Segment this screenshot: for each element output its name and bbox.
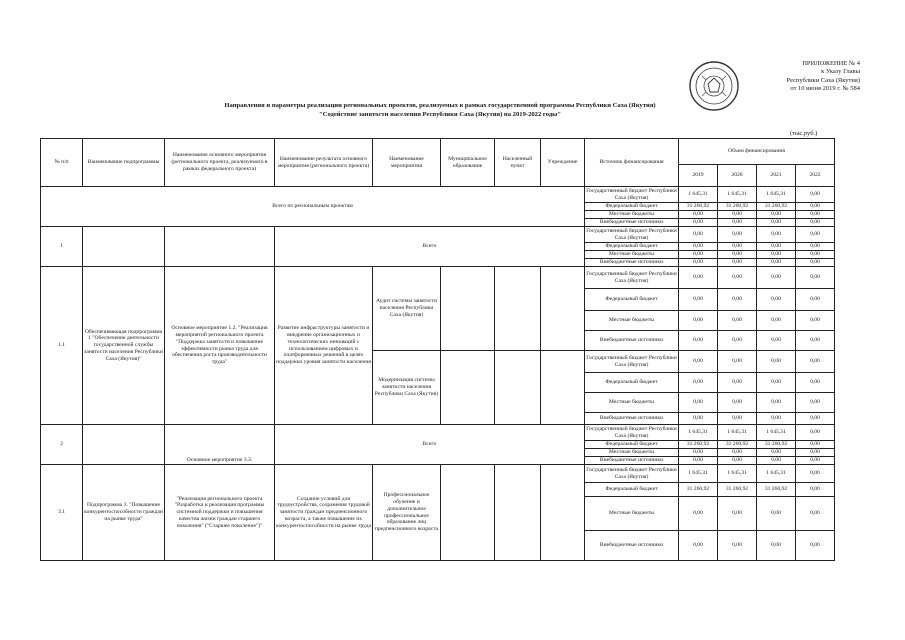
value-cell: 0,00 — [796, 219, 835, 227]
header-year: 2020 — [718, 165, 757, 187]
institution-cell — [541, 351, 585, 425]
header-subprogram: Наименование подпрограммы — [83, 139, 165, 187]
institution-cell — [541, 267, 585, 351]
value-cell: 31 260,92 — [718, 441, 757, 449]
value-cell: 0,00 — [718, 243, 757, 251]
value-cell: 0,00 — [757, 259, 796, 267]
value-cell: 0,00 — [679, 267, 718, 289]
block1-total-label: Всего — [275, 227, 585, 267]
table-row — [41, 425, 835, 441]
value-cell: 0,00 — [718, 227, 757, 243]
municipality-cell — [441, 465, 495, 561]
value-cell: 1 645,31 — [757, 425, 796, 441]
value-cell: 0,00 — [679, 211, 718, 219]
value-cell: 1 645,31 — [757, 187, 796, 203]
block2-total-label: Всего — [275, 425, 585, 465]
value-cell: 0,00 — [718, 267, 757, 289]
value-cell: 0,00 — [757, 373, 796, 393]
value-cell: 0,00 — [796, 311, 835, 331]
value-cell: 0,00 — [757, 497, 796, 531]
value-cell: 0,00 — [796, 457, 835, 465]
value-cell: 1 645,31 — [679, 465, 718, 483]
source-federal: Федеральный бюджет — [585, 483, 679, 497]
value-cell: 1 645,31 — [679, 425, 718, 441]
source-local: Местные бюджеты — [585, 449, 679, 457]
source-extra: Внебюджетные источники — [585, 413, 679, 425]
appendix-text — [740, 60, 860, 93]
appendix-line: к Указу Главы — [821, 68, 860, 76]
value-cell: 0,00 — [757, 243, 796, 251]
value-cell: 1 645,31 — [718, 187, 757, 203]
value-cell: 0,00 — [796, 289, 835, 311]
value-cell: 0,00 — [796, 331, 835, 351]
value-cell: 0,00 — [796, 449, 835, 457]
value-cell: 0,00 — [718, 211, 757, 219]
source-state: Государственный бюджет Республики Саха (Якутия) — [586, 227, 677, 241]
header-num: № п/п — [41, 139, 83, 187]
value-cell: 0,00 — [718, 413, 757, 425]
value-cell: 0,00 — [679, 243, 718, 251]
table-row — [41, 465, 835, 483]
value-cell: 0,00 — [679, 351, 718, 373]
source-extra: Внебюджетные источники — [585, 457, 679, 465]
value-cell: 0,00 — [718, 219, 757, 227]
value-cell: 0,00 — [796, 465, 835, 483]
value-cell: 0,00 — [679, 311, 718, 331]
main-event-cell: Основное мероприятие 1.2. "Реализация мероприятий регионального проекта "Поддержка занятости и повышение эффективности рынка труда для обеспечения роста производительности труда" — [165, 267, 275, 425]
value-cell: 0,00 — [796, 413, 835, 425]
total-label: Всего по региональным проектам — [41, 187, 585, 227]
value-cell: 0,00 — [796, 187, 835, 203]
header-event: Наименование мероприятия — [373, 139, 441, 187]
source-federal: Федеральный бюджет — [585, 243, 679, 251]
value-cell: 31 260,92 — [679, 203, 718, 211]
subprogram-cell — [83, 425, 165, 465]
source-state: Государственный бюджет Республики Саха (Якутия) — [586, 425, 677, 439]
value-cell: 0,00 — [679, 449, 718, 457]
source-extra: Внебюджетные источники — [585, 331, 679, 351]
main-event-cell: Основное мероприятие 3.3. — [165, 425, 275, 465]
value-cell: 0,00 — [796, 203, 835, 211]
event-cell: Аудит системы занятости населения Республики Саха (Якутия) — [373, 267, 441, 351]
value-cell: 0,00 — [718, 311, 757, 331]
table-row — [41, 227, 835, 243]
subprogram-cell: Обеспечивающая подпрограмма 1 "Обеспечение деятельности государственной службы занятости населения Республики Саха (Якутия)" — [83, 267, 165, 425]
value-cell: 31 260,92 — [757, 483, 796, 497]
value-cell: 0,00 — [796, 211, 835, 219]
table-row — [41, 187, 835, 203]
value-cell: 0,00 — [757, 267, 796, 289]
value-cell: 0,00 — [679, 393, 718, 413]
value-cell: 0,00 — [796, 227, 835, 243]
value-cell: 31 260,92 — [718, 203, 757, 211]
value-cell: 0,00 — [718, 373, 757, 393]
value-cell: 0,00 — [679, 331, 718, 351]
source-local: Местные бюджеты — [585, 393, 679, 413]
source-federal: Федеральный бюджет — [585, 373, 679, 393]
result-cell: Создание условий для трудоустройства, сохранения трудовой занятости граждан предпенсионного возраста, а также повышение их конкурентоспособности на рынке труда — [275, 465, 373, 561]
header-settlement: Населенный пункт — [495, 139, 541, 187]
row-num: 1.1 — [41, 267, 83, 425]
value-cell: 0,00 — [796, 259, 835, 267]
appendix-line: ПРИЛОЖЕНИЕ № 4 — [802, 60, 860, 67]
header-institution: Учреждение — [541, 139, 585, 187]
value-cell: 0,00 — [796, 441, 835, 449]
table-row — [41, 267, 835, 289]
main-event-cell: "Реализация регионального проекта "Разработка и реализация программы системной поддержки и повышения качества жизни граждан старшего поколения" ("Старшее поколение")" — [165, 465, 275, 561]
value-cell: 0,00 — [796, 531, 835, 561]
municipality-cell — [441, 267, 495, 351]
value-cell: 0,00 — [679, 259, 718, 267]
row-num: 3.1 — [41, 465, 83, 561]
value-cell: 0,00 — [757, 393, 796, 413]
event-cell: Профессиональное обучение и дополнительное профессиональное образование лиц предпенсионного возраста — [373, 465, 441, 561]
value-cell: 0,00 — [757, 219, 796, 227]
appendix-line: Республики Саха (Якутия) — [786, 76, 860, 84]
value-cell: 0,00 — [718, 457, 757, 465]
source-federal: Федеральный бюджет — [585, 289, 679, 311]
value-cell: 0,00 — [718, 259, 757, 267]
value-cell: 0,00 — [796, 393, 835, 413]
value-cell: 0,00 — [718, 449, 757, 457]
value-cell: 0,00 — [679, 289, 718, 311]
settlement-cell — [495, 267, 541, 351]
main-event-cell — [165, 227, 275, 267]
value-cell: 0,00 — [796, 373, 835, 393]
value-cell: 0,00 — [796, 351, 835, 373]
value-cell: 31 260,92 — [757, 203, 796, 211]
row-num: 1 — [41, 227, 83, 267]
value-cell: 0,00 — [718, 331, 757, 351]
settlement-cell — [495, 351, 541, 425]
value-cell: 31 260,92 — [679, 441, 718, 449]
source-local: Местные бюджеты — [585, 497, 679, 531]
source-local: Местные бюджеты — [585, 311, 679, 331]
source-state: Государственный бюджет Республики Саха (Якутия) — [586, 187, 677, 201]
value-cell: 0,00 — [679, 227, 718, 243]
title-line-2: "Содействие занятости населения Республики Саха (Якутия) на 2019-2022 годы" — [319, 110, 561, 118]
value-cell: 31 260,92 — [757, 441, 796, 449]
source-federal: Федеральный бюджет — [585, 441, 679, 449]
value-cell: 1 645,31 — [718, 465, 757, 483]
row-num: 2 — [41, 425, 83, 465]
settlement-cell — [495, 465, 541, 561]
value-cell: 0,00 — [757, 227, 796, 243]
source-extra: Внебюджетные источники — [585, 531, 679, 561]
value-cell: 0,00 — [718, 351, 757, 373]
value-cell: 0,00 — [679, 219, 718, 227]
value-cell: 0,00 — [679, 497, 718, 531]
value-cell: 0,00 — [757, 531, 796, 561]
source-federal: Федеральный бюджет — [585, 203, 679, 211]
header-volume: Объем финансирования — [679, 139, 835, 165]
units-label: (тыс.руб.) — [790, 130, 818, 137]
title-line-1: Направления и параметры реализации региональных проектов, реализуемых в рамках государственной программы Республики Саха (Якутия) — [224, 102, 656, 109]
source-extra: Внебюджетные источники — [585, 259, 679, 267]
value-cell: 0,00 — [757, 413, 796, 425]
institution-cell — [541, 465, 585, 561]
header-year: 2019 — [679, 165, 718, 187]
header-result: Наименование результата основного мероприятия (регионального проекта) — [275, 139, 373, 187]
source-state: Государственный бюджет Республики Саха (Якутия) — [585, 351, 679, 373]
value-cell: 0,00 — [796, 483, 835, 497]
subprogram-cell — [83, 227, 165, 267]
value-cell: 0,00 — [796, 251, 835, 259]
municipality-cell — [441, 351, 495, 425]
value-cell: 0,00 — [679, 413, 718, 425]
value-cell: 0,00 — [679, 373, 718, 393]
source-extra: Внебюджетные источники — [585, 219, 679, 227]
value-cell: 0,00 — [757, 457, 796, 465]
value-cell: 0,00 — [757, 311, 796, 331]
appendix-line: от 10 июня 2019 г. № 584 — [790, 84, 860, 92]
value-cell: 1 645,31 — [679, 187, 718, 203]
header-year: 2021 — [757, 165, 796, 187]
header-municipality: Муниципальное образование — [441, 139, 495, 187]
header-main-event: Наименование основного мероприятия (регионального проекта, реализуемого в рамках федерального проекта) — [165, 139, 275, 187]
value-cell: 0,00 — [757, 289, 796, 311]
source-local: Местные бюджеты — [585, 251, 679, 259]
value-cell: 1 645,31 — [757, 465, 796, 483]
value-cell: 0,00 — [796, 267, 835, 289]
value-cell: 31 260,92 — [718, 483, 757, 497]
value-cell: 0,00 — [757, 449, 796, 457]
value-cell: 0,00 — [718, 393, 757, 413]
document-title — [150, 102, 730, 119]
financing-table — [40, 138, 835, 561]
header-sources: Источник финансирования — [585, 139, 679, 187]
value-cell: 1 645,31 — [718, 425, 757, 441]
value-cell: 31 260,92 — [679, 483, 718, 497]
value-cell: 0,00 — [796, 497, 835, 531]
value-cell: 0,00 — [757, 351, 796, 373]
source-local: Местные бюджеты — [585, 211, 679, 219]
value-cell: 0,00 — [796, 243, 835, 251]
source-state: Государственный бюджет Республики Саха (Якутия) — [585, 465, 679, 483]
result-cell: Развитие инфраструктуры занятости и внедрение организационных и технологических инноваций с использованием цифровых и платформенных решений в целях поддержки уровня занятости населения — [275, 267, 373, 425]
source-state: Государственный бюджет Республики Саха (Якутия) — [585, 267, 679, 289]
value-cell: 0,00 — [757, 211, 796, 219]
header-year: 2022 — [796, 165, 835, 187]
value-cell: 0,00 — [679, 251, 718, 259]
subprogram-cell: Подпрограмма 3. "Повышение конкурентоспособности граждан на рынке труда" — [83, 465, 165, 561]
value-cell: 0,00 — [757, 331, 796, 351]
value-cell: 0,00 — [718, 251, 757, 259]
value-cell: 0,00 — [757, 251, 796, 259]
value-cell: 0,00 — [718, 497, 757, 531]
value-cell: 0,00 — [679, 531, 718, 561]
value-cell: 0,00 — [796, 425, 835, 441]
value-cell: 0,00 — [718, 289, 757, 311]
value-cell: 0,00 — [718, 531, 757, 561]
value-cell: 0,00 — [679, 457, 718, 465]
event-cell: Модернизация системы занятости населения Республики Саха (Якутия) — [373, 351, 441, 425]
